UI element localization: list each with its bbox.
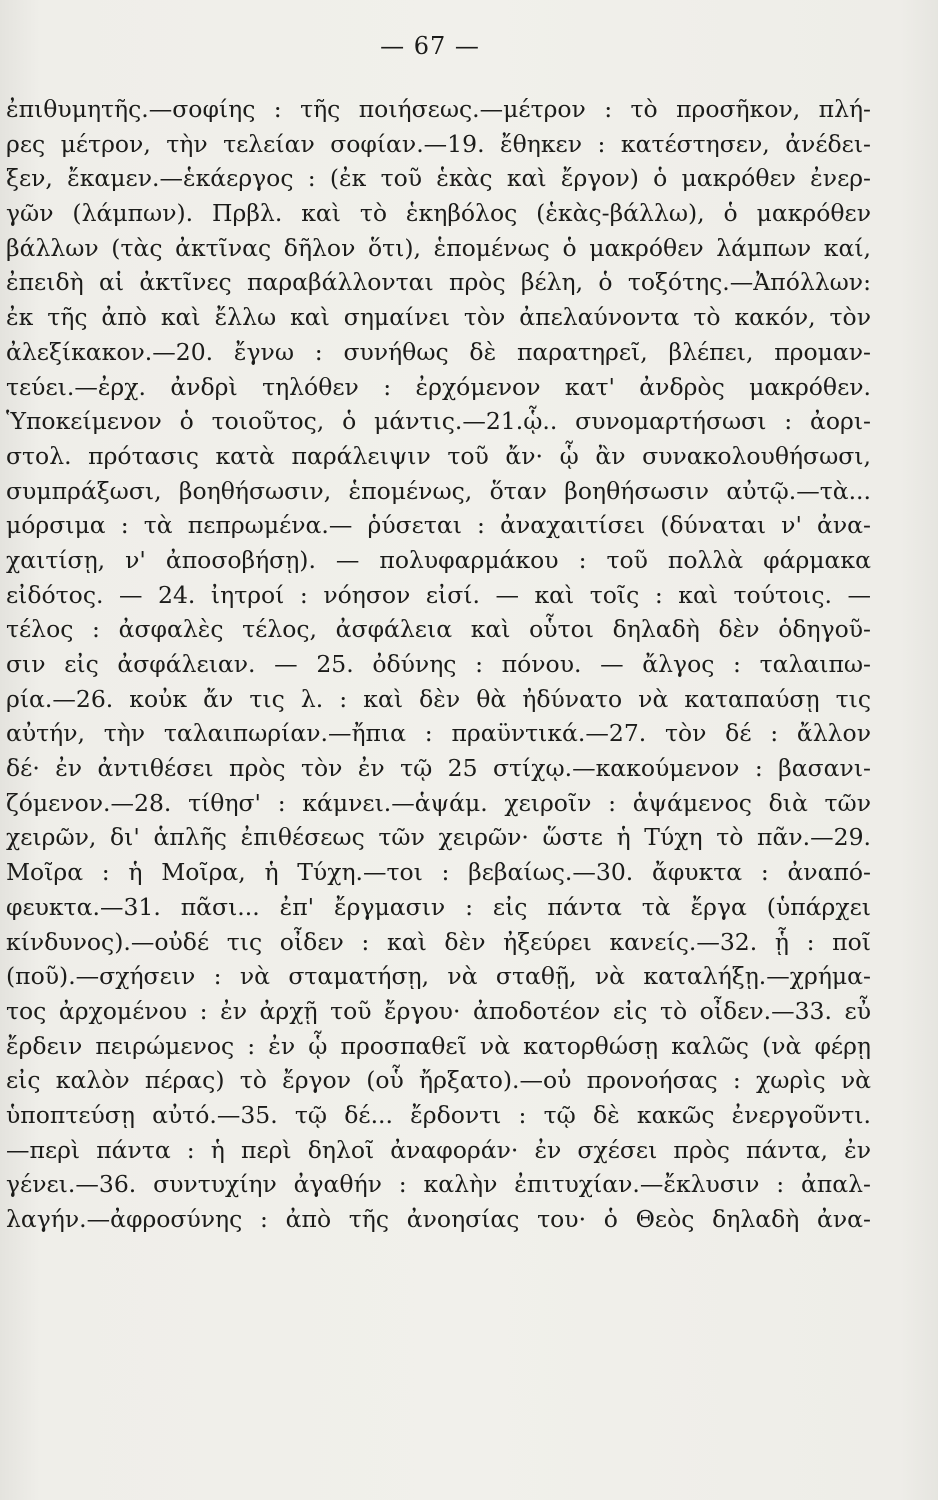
text-line: αὐτήν, τὴν ταλαιπωρίαν.—ἤπια : πραϋντικά.—27. τὸν δέ : ἄλλον bbox=[6, 719, 871, 748]
text-line: ρία.—26. κοὐκ ἄν τις λ. : καὶ δὲν θὰ ἠδύνατο νὰ καταπαύσῃ τις bbox=[6, 684, 871, 713]
text-line: τος ἀρχομένου : ἐν ἀρχῇ τοῦ ἔργου· ἀποδοτέον εἰς τὸ οἶδεν.—33. εὖ bbox=[6, 996, 871, 1025]
text-line: βάλλων (τὰς ἀκτῖνας δῆλον ὅτι), ἑπομένως ὁ μακρόθεν λάμπων καί, bbox=[6, 233, 871, 262]
text-line: ἐκ τῆς ἀπὸ καὶ ἔλλω καὶ σημαίνει τὸν ἀπελαύνοντα τὸ κακόν, τὸν bbox=[6, 303, 871, 332]
text-line: Ὑποκείμενον ὁ τοιοῦτος, ὁ μάντις.—21.ᾧ.. συνομαρτήσωσι : ἀορι- bbox=[6, 407, 871, 436]
text-line: σιν εἰς ἀσφάλειαν. — 25. ὀδύνης : πόνου. — ἄλγος : ταλαιπω- bbox=[6, 650, 871, 678]
text-line: ρες μέτρον, τὴν τελείαν σοφίαν.—19. ἔθηκεν : κατέστησεν, ἀνέδει- bbox=[6, 129, 871, 158]
text-line: εἰδότος. — 24. ἰητροί : νόησον εἰσί. — καὶ τοῖς : καὶ τούτοις. — bbox=[6, 580, 871, 609]
text-line: —περὶ πάντα : ἡ περὶ δηλοῖ ἀναφοράν· ἐν σχέσει πρὸς πάντα, ἐν bbox=[6, 1135, 871, 1164]
text-line: τεύει.—ἐρχ. ἀνδρὶ τηλόθεν : ἐρχόμενον κατ' ἀνδρὸς μακρόθεν. bbox=[6, 372, 871, 401]
text-line: (ποῦ).—σχήσειν : νὰ σταματήσῃ, νὰ σταθῇ, νὰ καταλήξῃ.—χρήμα- bbox=[6, 962, 871, 991]
text-line: κίνδυνος).—οὐδέ τις οἶδεν : καὶ δὲν ἠξεύρει κανείς.—32. ᾗ : ποῖ bbox=[6, 927, 871, 956]
text-line: γένει.—36. συντυχίην ἀγαθήν : καλὴν ἐπιτυχίαν.—ἔκλυσιν : ἀπαλ- bbox=[6, 1170, 871, 1199]
text-line: ἔρδειν πειρώμενος : ἐν ᾧ προσπαθεῖ νὰ κατορθώσῃ καλῶς (νὰ φέρῃ bbox=[6, 1031, 871, 1060]
text-line: χειρῶν, δι' ἁπλῆς ἐπιθέσεως τῶν χειρῶν· ὥστε ἡ Τύχη τὸ πᾶν.—29. bbox=[6, 823, 871, 852]
text-line: ξεν, ἔκαμεν.—ἑκάεργος : (ἐκ τοῦ ἑκὰς καὶ ἔργον) ὁ μακρόθεν ἐνερ- bbox=[6, 164, 871, 193]
text-line: ἐπειδὴ αἱ ἀκτῖνες παραβάλλονται πρὸς βέλη, ὁ τοξότης.—Ἀπόλλων: bbox=[6, 268, 871, 297]
commentary-text bbox=[0, 92, 875, 1237]
text-line: ἐπιθυμητῆς.—σοφίης : τῆς ποιήσεως.—μέτρον : τὸ προσῆκον, πλή- bbox=[6, 95, 871, 123]
text-line: γῶν (λάμπων). Πρβλ. καὶ τὸ ἑκηβόλος (ἑκὰς-βάλλω), ὁ μακρόθεν bbox=[6, 199, 871, 228]
text-line: δέ· ἐν ἀντιθέσει πρὸς τὸν ἐν τῷ 25 στίχῳ.—κακούμενον : βασανι- bbox=[6, 754, 871, 783]
text-line: ζόμενον.—28. τίθησ' : κάμνει.—ἁψάμ. χειροῖν : ἁψάμενος διὰ τῶν bbox=[6, 788, 871, 817]
text-line: ὑποπτεύσῃ αὐτό.—35. τῷ δέ... ἔρδοντι : τῷ δὲ κακῶς ἐνεργοῦντι. bbox=[6, 1100, 871, 1129]
text-line: ἀλεξίκακον.—20. ἔγνω : συνήθως δὲ παρατηρεῖ, βλέπει, προμαν- bbox=[6, 337, 871, 366]
text-line: τέλος : ἀσφαλὲς τέλος, ἀσφάλεια καὶ οὗτοι δηλαδὴ δὲν ὁδηγοῦ- bbox=[6, 615, 871, 644]
text-line: Μοῖρα : ἡ Μοῖρα, ἡ Τύχη.—τοι : βεβαίως.—30. ἄφυκτα : ἀναπό- bbox=[6, 858, 871, 887]
text-line: στολ. πρότασις κατὰ παράλειψιν τοῦ ἄν· ᾧ ἂν συνακολουθήσωσι, bbox=[6, 441, 871, 470]
text-line: μόρσιμα : τὰ πεπρωμένα.— ῥύσεται : ἀναχαιτίσει (δύναται ν' ἀνα- bbox=[6, 511, 871, 540]
text-line: εἰς καλὸν πέρας) τὸ ἔργον (οὗ ἤρξατο).—οὐ προνοήσας : χωρὶς νὰ bbox=[6, 1066, 871, 1095]
text-line: λαγήν.—ἀφροσύνης : ἀπὸ τῆς ἀνοησίας του· ὁ Θεὸς δηλαδὴ ἀνα- bbox=[6, 1205, 871, 1233]
text-line: φευκτα.—31. πᾶσι... ἐπ' ἔργμασιν : εἰς πάντα τὰ ἔργα (ὑπάρχει bbox=[6, 892, 871, 921]
text-line: χαιτίσῃ, ν' ἀποσοβήσῃ). — πολυφαρμάκου : τοῦ πολλὰ φάρμακα bbox=[6, 545, 871, 574]
text-line: συμπράξωσι, βοηθήσωσιν, ἑπομένως, ὅταν βοηθήσωσιν αὐτῷ.—τὰ... bbox=[6, 476, 871, 505]
page-number: — 67 — bbox=[380, 32, 480, 60]
